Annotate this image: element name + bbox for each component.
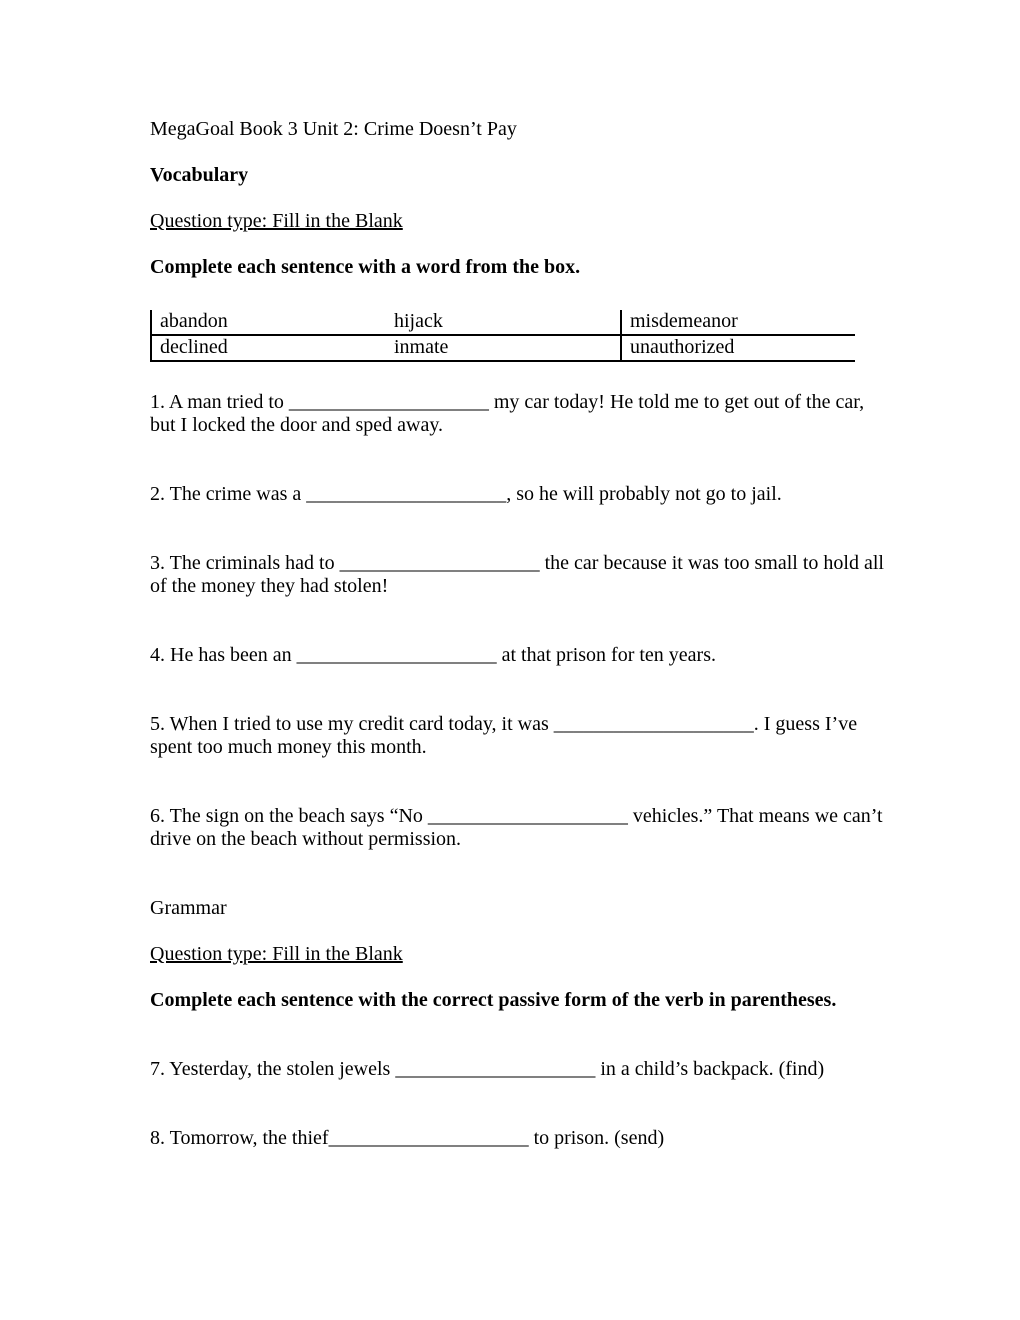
grammar-question-type: Question type: Fill in the Blank xyxy=(150,943,403,965)
vocab-question-5: 5. When I tried to use my credit card today, it was ____________________. I guess I’ve spent too much money this month. xyxy=(150,713,858,758)
word-box-cell: hijack xyxy=(386,310,621,335)
vocabulary-instructions: Complete each sentence with a word from the box. xyxy=(150,256,581,278)
vocabulary-question-type: Question type: Fill in the Blank xyxy=(150,210,403,232)
word-box-cell: inmate xyxy=(386,335,621,361)
vocab-question-2: 2. The crime was a ____________________, so he will probably not go to jail. xyxy=(150,483,782,505)
word-box-row xyxy=(151,335,855,361)
vocab-question-6: 6. The sign on the beach says “No ____________________ vehicles.” That means we can’t drive on the beach without permission. xyxy=(150,805,883,850)
word-box-cell: misdemeanor xyxy=(621,310,855,335)
document-title: MegaGoal Book 3 Unit 2: Crime Doesn’t Pay xyxy=(150,118,517,140)
grammar-question-7: 7. Yesterday, the stolen jewels ____________________ in a child’s backpack. (find) xyxy=(150,1058,825,1080)
grammar-question-8: 8. Tomorrow, the thief____________________ to prison. (send) xyxy=(150,1127,665,1149)
vocabulary-heading: Vocabulary xyxy=(150,164,249,186)
word-box-cell: abandon xyxy=(151,310,386,335)
grammar-instructions: Complete each sentence with the correct passive form of the verb in parentheses. xyxy=(150,989,837,1011)
vocab-question-1: 1. A man tried to ____________________ my car today! He told me to get out of the car, but I locked the door and sped away. xyxy=(150,391,865,436)
word-box xyxy=(150,310,855,362)
word-box-row xyxy=(151,310,855,335)
grammar-heading: Grammar xyxy=(150,897,227,919)
word-box-cell: declined xyxy=(151,335,386,361)
word-box-cell: unauthorized xyxy=(621,335,855,361)
vocab-question-3: 3. The criminals had to ____________________ the car because it was too small to hold all of the money they had stolen! xyxy=(150,552,884,597)
vocab-question-4: 4. He has been an ____________________ at that prison for ten years. xyxy=(150,644,716,666)
